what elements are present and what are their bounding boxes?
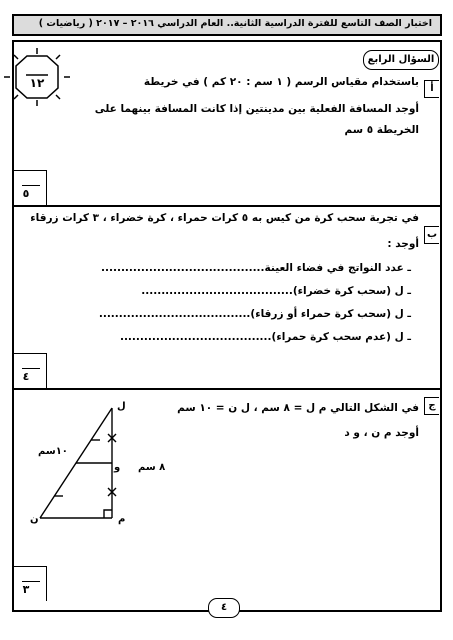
vertex-top-label: ل [117,401,126,412]
section-divider-1 [12,205,442,207]
part-a-line-1: باستخدام مقياس الرسم ( ١ سم : ٢٠ كم ) في خريطة [143,76,419,88]
part-c-label: ج [424,397,439,415]
part-c-line-1: في الشكل التالي م ل = ٨ سم ، ل ن = ١٠ سم [177,402,419,414]
part-b-item-1: ـ عدد النواتج في فضاء العينة......................................... [101,262,411,274]
part-a-label: أ [424,80,439,98]
part-a-line-2: أوجد المسافة الفعلية بين مدينتين إذا كانت المسافة بينهما على [94,103,419,115]
triangle-figure [28,398,138,528]
part-b-item-4: ـ ل (عدم سحب كرة حمراء)...................................... [119,331,411,343]
part-b-score-box [14,353,47,388]
vertex-bottom-left-label: ن [30,514,39,525]
part-b-item-2: ـ ل (سحب كرة خضراء)...................................... [141,285,411,297]
part-c-score-box [14,566,47,601]
mid-point-label: و [114,462,121,473]
question-title: السؤال الرابع [363,50,439,70]
section-divider-2 [12,388,442,390]
part-b-item-3: ـ ل (سحب كرة حمراء أو زرقاء)...................................... [98,308,411,320]
part-a-score-box [14,170,47,205]
vertex-bottom-right-label: م [118,514,126,525]
right-angle-mark [104,510,112,518]
part-b-line-2: أوجد : [387,238,419,250]
hypotenuse-length-label: ١٠سم [38,446,68,457]
part-b-label: ب [424,226,439,244]
page-number: ٤ [208,598,240,618]
part-c-line-2: أوجد م ن ، و د [344,427,419,439]
part-b-line-1: في تجربة سحب كرة من كيس به ٥ كرات حمراء ، كرة خضراء ، ٣ كرات زرقاء [30,212,419,224]
part-a-line-3: الخريطة ٥ سم [344,124,419,136]
exam-header-title: اختبار الصف التاسع للفترة الدراسية الثانية.. العام الدراسي ٢٠١٦ – ٢٠١٧ ( رياضيات ) [38,18,432,29]
exam-header [12,14,442,36]
part-a-score: ٥ [22,187,30,200]
part-b-score: ٤ [22,370,30,383]
total-score-value: ١٢ [29,76,45,90]
part-c-score: ٣ [22,583,30,596]
side-length-label: ٨ سم [138,462,166,473]
